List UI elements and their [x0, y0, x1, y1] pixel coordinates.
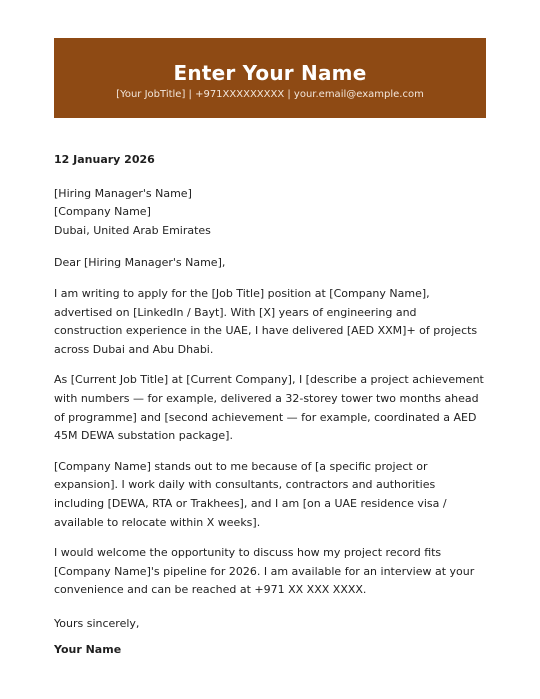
paragraph-closing-request: I would welcome the opportunity to discuss how my project record fits [Company Name]'s pipeline for 2026. I am available for an interview at your convenience and can be reached at +971 XX XXX XXXX.	[54, 546, 475, 597]
applicant-name: Enter Your Name	[173, 61, 367, 85]
signature-name: Your Name	[54, 643, 122, 657]
contact-line: [Your JobTitle] | +971XXXXXXXXX | your.email@example.com	[116, 89, 424, 100]
paragraph-achievements: As [Current Job Title] at [Current Company], I [describe a project achievement with numbers — for example, delivered a 32-storey tower two months ahead of programme] and [second achievement — for example, coordinated a AED 45M DEWA substation package].	[54, 373, 484, 443]
recipient-name: [Hiring Manager's Name]	[54, 186, 192, 200]
paragraph-company-fit: [Company Name] stands out to me because of [a specific project or expansion]. I work daily with consultants, contractors and authorities including [DEWA, RTA or Trakhees], and I am [on a UAE residence visa / available to relocate within X weeks].	[54, 459, 447, 529]
salutation: Dear [Hiring Manager's Name],	[54, 256, 226, 270]
paragraph-intro: I am writing to apply for the [Job Title] position at [Company Name], advertised on [LinkedIn / Bayt]. With [X] years of engineering and construction experience in the UAE, I have delivered [AED XXM]+ of projects across Dubai and Abu Dhabi.	[54, 286, 478, 356]
letter-body	[54, 151, 488, 660]
recipient-company: [Company Name]	[54, 205, 151, 219]
recipient-location: Dubai, United Arab Emirates	[54, 223, 211, 237]
header-banner	[54, 38, 486, 118]
closing-phrase: Yours sincerely,	[54, 616, 140, 630]
letter-date: 12 January 2026	[54, 153, 155, 166]
recipient-address	[54, 185, 488, 241]
